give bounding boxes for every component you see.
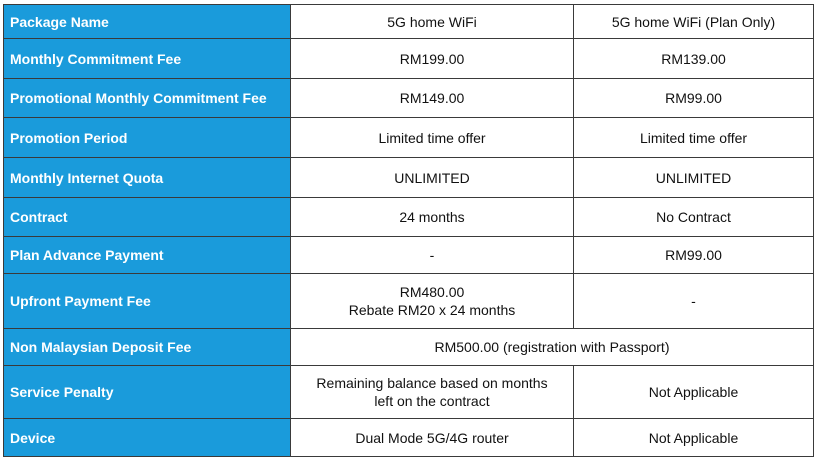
row-label-service-penalty: Service Penalty xyxy=(4,366,291,419)
row-label-promotional-fee: Promotional Monthly Commitment Fee xyxy=(4,79,291,118)
plan-b-service-penalty: Not Applicable xyxy=(574,366,814,419)
table-row-upfront-payment-fee xyxy=(4,274,814,329)
non-malaysian-deposit-value: RM500.00 (registration with Passport) xyxy=(291,329,814,366)
plan-a-promotional-fee: RM149.00 xyxy=(291,79,574,118)
plan-b-promotion-period: Limited time offer xyxy=(574,118,814,158)
row-label-internet-quota: Monthly Internet Quota xyxy=(4,158,291,198)
plan-a-monthly-commitment-fee: RM199.00 xyxy=(291,39,574,79)
table-row-contract xyxy=(4,198,814,237)
table-row-promotion-period xyxy=(4,118,814,158)
plan-a-name: 5G home WiFi xyxy=(291,5,574,39)
table-row-internet-quota xyxy=(4,158,814,198)
plan-a-contract: 24 months xyxy=(291,198,574,237)
table-row-service-penalty xyxy=(4,366,814,419)
row-label-non-malaysian-deposit: Non Malaysian Deposit Fee xyxy=(4,329,291,366)
plan-a-internet-quota: UNLIMITED xyxy=(291,158,574,198)
table-row-non-malaysian-deposit xyxy=(4,329,814,366)
row-label-upfront-payment-fee: Upfront Payment Fee xyxy=(4,274,291,329)
row-label-promotion-period: Promotion Period xyxy=(4,118,291,158)
table-row-plan-advance-payment xyxy=(4,237,814,274)
plan-b-promotional-fee: RM99.00 xyxy=(574,79,814,118)
row-label-package-name: Package Name xyxy=(4,5,291,39)
plan-a-device: Dual Mode 5G/4G router xyxy=(291,419,574,457)
row-label-monthly-commitment-fee: Monthly Commitment Fee xyxy=(4,39,291,79)
plan-b-plan-advance-payment: RM99.00 xyxy=(574,237,814,274)
plan-b-contract: No Contract xyxy=(574,198,814,237)
table-row-package-name xyxy=(4,5,814,39)
plan-b-upfront-payment-fee: - xyxy=(574,274,814,329)
table-row-device xyxy=(4,419,814,457)
table-row-monthly-commitment-fee xyxy=(4,39,814,79)
row-label-contract: Contract xyxy=(4,198,291,237)
plan-a-plan-advance-payment: - xyxy=(291,237,574,274)
row-label-plan-advance-payment: Plan Advance Payment xyxy=(4,237,291,274)
plan-a-upfront-rebate: Rebate RM20 x 24 months xyxy=(348,302,516,318)
plan-a-service-penalty-line-1: Remaining balance based on months xyxy=(316,375,548,391)
plan-a-upfront-payment-fee xyxy=(291,274,574,329)
plan-b-device: Not Applicable xyxy=(574,419,814,457)
plan-b-internet-quota: UNLIMITED xyxy=(574,158,814,198)
plan-a-promotion-period: Limited time offer xyxy=(291,118,574,158)
plan-b-monthly-commitment-fee: RM139.00 xyxy=(574,39,814,79)
plan-a-upfront-amount: RM480.00 xyxy=(399,284,465,300)
plan-b-name: 5G home WiFi (Plan Only) xyxy=(574,5,814,39)
plan-a-service-penalty-line-2: left on the contract xyxy=(374,393,490,409)
row-label-device: Device xyxy=(4,419,291,457)
plan-comparison-table xyxy=(3,4,814,457)
plan-a-service-penalty xyxy=(291,366,574,419)
table-row-promotional-fee xyxy=(4,79,814,118)
